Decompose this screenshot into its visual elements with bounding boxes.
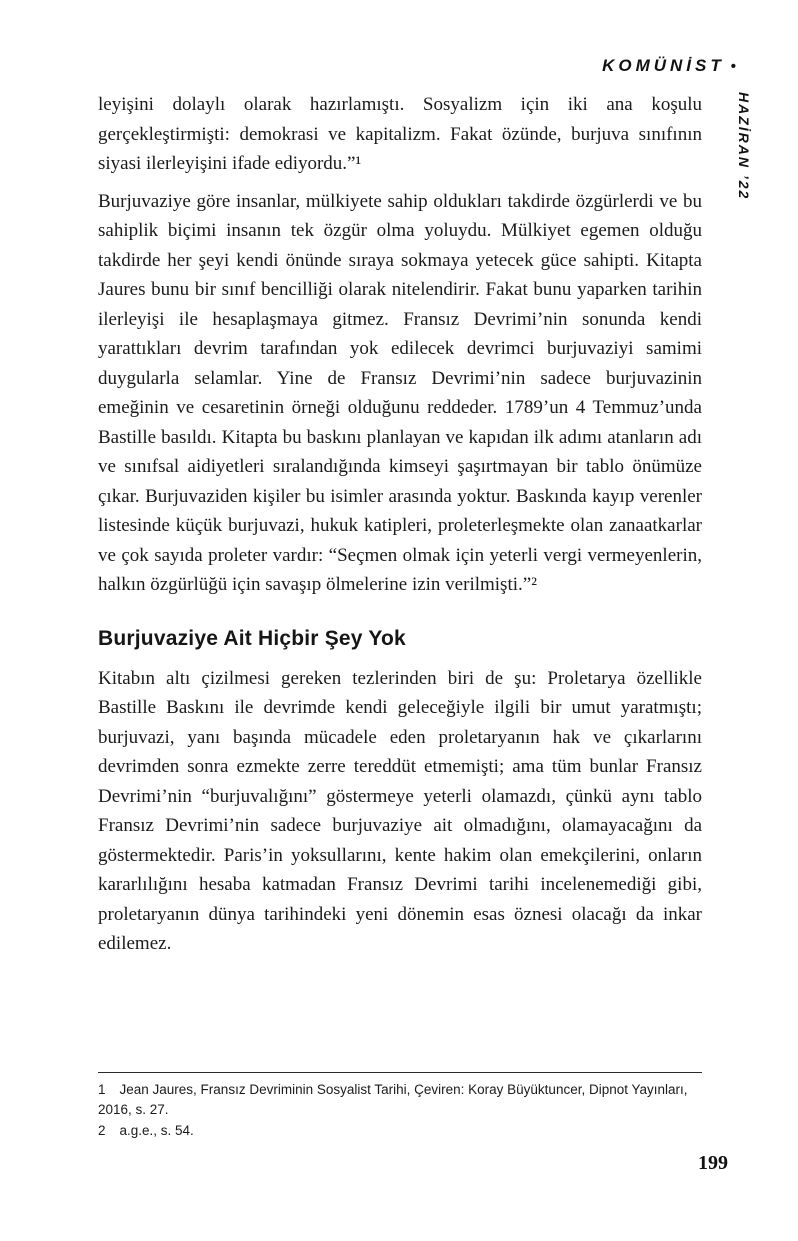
footnotes-block bbox=[98, 1072, 702, 1143]
issue-label: HAZİRAN ’22 bbox=[736, 92, 752, 201]
magazine-masthead bbox=[602, 56, 736, 76]
article-body bbox=[98, 90, 702, 959]
paragraph: leyişini dolaylı olarak hazırlamıştı. Sosyalizm için iki ana koşulu gerçekleştirmişti: demokrasi ve kapitalizm. Fakat özünde, burjuva sınıfının siyasi ilerleyişini ifade ediyordu.”¹ bbox=[98, 94, 702, 174]
footnote-number: 2 bbox=[98, 1123, 106, 1138]
paragraph: Kitabın altı çizilmesi gereken tezlerinden biri de şu: Proletarya özellikle Bastille Baskını ile devrimde kendi geleceğiyle ilgili bir umut yaratmıştı; burjuvazi, yanı başında mücadele eden proletaryanın hak ve çıkarlarını devrimden sonra ezmekte zerre tereddüt etmemişti; ama tüm bunlar Fransız Devrimi’nin “burjuvalığını” göstermeye yeterli olamazdı, çünkü aynı tablo Fransız Devrimi’nin sadece burjuvaziye ait olmadığını, olamayacağını da göstermektedir. Paris’in yoksullarını, kente hakim olan emekçilerini, onların kararlılığını hesaba katmadan Fransız Devrimi tarihi incelenemediği gibi, proletaryanın dünya tarihindeki yeni dönemin esas öznesi olacağı da inkar edilemez. bbox=[98, 667, 702, 954]
footnote-text: Jean Jaures, Fransız Devriminin Sosyalist Tarihi, Çeviren: Koray Büyüktuncer, Dipnot Yayınları, 2016, s. 27. bbox=[98, 1082, 688, 1117]
page-number: 199 bbox=[698, 1152, 728, 1174]
paragraph: Burjuvaziye göre insanlar, mülkiyete sahip oldukları takdirde özgürlerdi ve bu sahiplik biçimi insanın tek özgür olma yoluydu. Mülkiyet egemen olduğu takdirde her şeyi kendi önünde sıraya sokmaya yetecek güce sahipti. Kitapta Jaures bunu bir sınıf bencilliği olarak nitelendirir. Fakat bunu yaparken tarihin ilerleyişi ile hesaplaşmaya gitmez. Fransız Devrimi’nin sonunda kendi yarattıkları devrim tarafından yok edilecek devrimci burjuvaziyi samimi duygularla selamlar. Yine de Fransız Devrimi’nin sadece burjuvazinin emeğinin ve cesaretinin örneği olduğunu reddeder. 1789’un 4 Temmuz’unda Bastille basıldı. Kitapta bu baskını planlayan ve kapıdan ilk adımı atanların adı ve sınıfsal aidiyetleri sıralandığında kimseyi şaşırtmayan bir tablo önümüze çıkar. Burjuvaziden kişiler bu isimler arasında yoktur. Baskında kayıp verenler listesinde küçük burjuvazi, hukuk katipleri, proleterleşmekte olan zanaatkarlar ve çok sayıda proleter vardır: “Seçmen olmak için yeterli vergi vermeyenlerin, halkın özgürlüğü için savaşıp ölmelerine izin verilmişti.”² bbox=[98, 190, 702, 595]
footnote-text: a.g.e., s. 54. bbox=[119, 1123, 194, 1138]
masthead-bullet: • bbox=[730, 58, 736, 75]
footnote bbox=[98, 1080, 702, 1119]
footnote bbox=[98, 1121, 702, 1141]
magazine-title: KOMÜNİST bbox=[602, 56, 725, 75]
section-heading: Burjuvaziye Ait Hiçbir Şey Yok bbox=[98, 626, 406, 650]
footnote-number: 1 bbox=[98, 1082, 106, 1097]
